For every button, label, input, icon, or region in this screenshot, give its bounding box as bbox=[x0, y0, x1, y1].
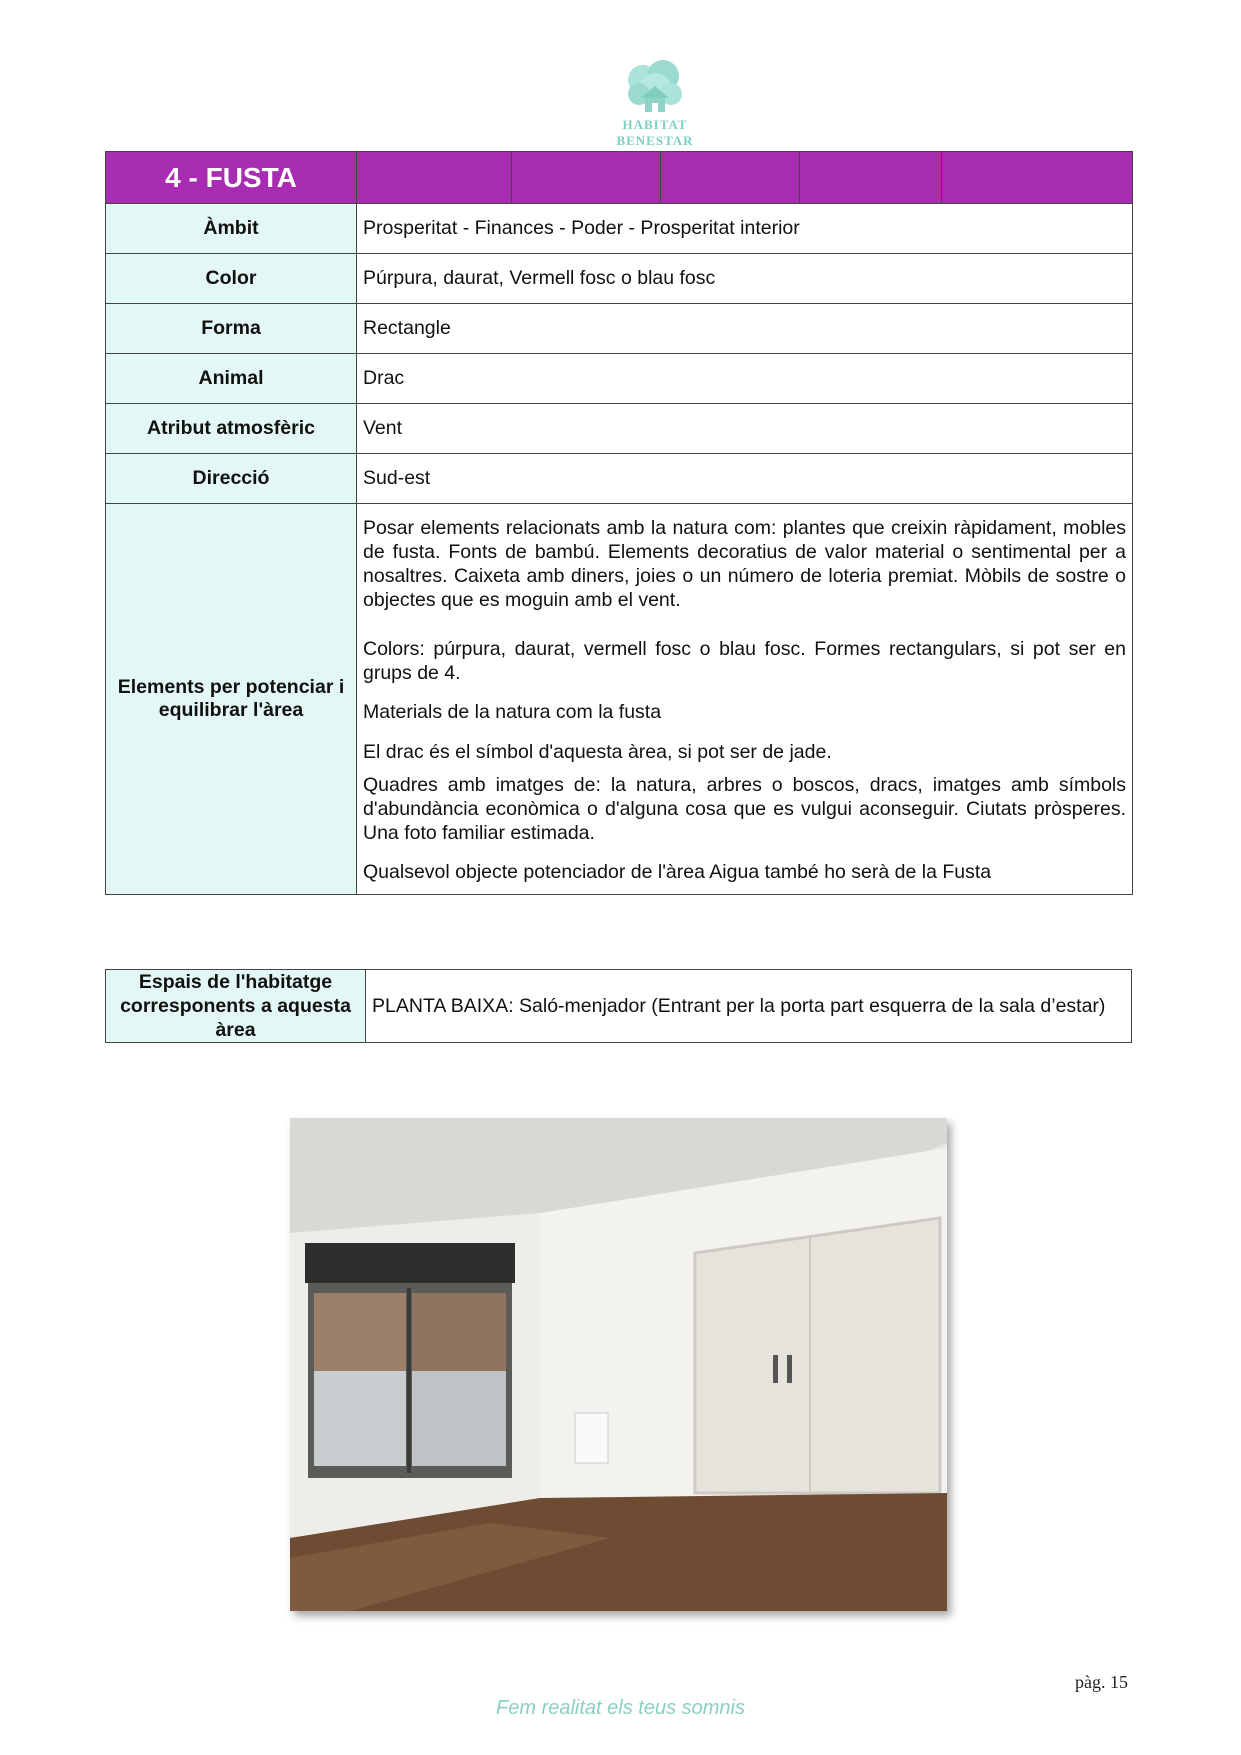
living-room-photo bbox=[290, 1118, 947, 1611]
spaces-label: Espais de l'habitatge corresponents a aquesta àrea bbox=[106, 970, 366, 1043]
page-number: pàg. 15 bbox=[1075, 1672, 1128, 1692]
elements-row bbox=[106, 504, 1133, 895]
table-row bbox=[106, 454, 1133, 504]
elements-paragraph: Quadres amb imatges de: la natura, arbres o boscos, dracs, imatges amb símbols d'abundància econòmica o d'alguna cosa que es vulgui aconseguir. Ciutats pròsperes. Una foto familiar estimada. bbox=[363, 774, 1126, 844]
table-title-row bbox=[106, 152, 1133, 204]
title-empty-cell bbox=[942, 152, 1133, 204]
table-row bbox=[106, 254, 1133, 304]
row-value: Drac bbox=[357, 354, 1133, 404]
elements-label: Elements per potenciar i equilibrar l'àrea bbox=[106, 504, 357, 895]
row-value: Sud-est bbox=[357, 454, 1133, 504]
row-label: Forma bbox=[106, 304, 357, 354]
row-label: Atribut atmosfèric bbox=[106, 404, 357, 454]
elements-paragraph: El drac és el símbol d'aquesta àrea, si pot ser de jade. bbox=[363, 741, 832, 763]
fusta-area-table bbox=[105, 151, 1133, 895]
elements-paragraph: Qualsevol objecte potenciador de l'àrea Aigua també ho serà de la Fusta bbox=[363, 861, 992, 883]
row-value: Vent bbox=[357, 404, 1133, 454]
row-label: Animal bbox=[106, 354, 357, 404]
row-value: Prosperitat - Finances - Poder - Prosperitat interior bbox=[357, 204, 1133, 254]
row-value: Rectangle bbox=[357, 304, 1133, 354]
title-empty-cell bbox=[357, 152, 512, 204]
elements-paragraph: Colors: púrpura, daurat, vermell fosc o blau fosc. Formes rectangulars, si pot ser en grups de 4. bbox=[363, 638, 1126, 684]
elements-paragraph: Posar elements relacionats amb la natura com: plantes que creixin ràpidament, mobles de fusta. Fonts de bambú. Elements decoratius de valor material o sentimental per a nosaltres. Caixeta amb diners, joies o un número de loteria premiat. Mòbils de sostre o objectes que es moguin amb el vent. bbox=[363, 517, 1126, 611]
table-row bbox=[106, 404, 1133, 454]
title-empty-cell bbox=[512, 152, 661, 204]
spaces-row bbox=[106, 970, 1132, 1043]
spaces-value: PLANTA BAIXA: Saló-menjador (Entrant per la porta part esquerra de la sala d’estar) bbox=[366, 970, 1132, 1043]
row-value: Púrpura, daurat, Vermell fosc o blau fosc bbox=[357, 254, 1133, 304]
elements-paragraph: Materials de la natura com la fusta bbox=[363, 701, 662, 723]
table-row bbox=[106, 204, 1133, 254]
title-empty-cell bbox=[661, 152, 800, 204]
spaces-table bbox=[105, 969, 1132, 1043]
tree-house-icon bbox=[585, 58, 725, 118]
row-label: Àmbit bbox=[106, 204, 357, 254]
section-title: 4 - FUSTA bbox=[106, 152, 357, 204]
row-label: Color bbox=[106, 254, 357, 304]
title-empty-cell bbox=[800, 152, 942, 204]
row-label: Direcció bbox=[106, 454, 357, 504]
elements-content bbox=[357, 504, 1133, 895]
habitat-benestar-logo bbox=[585, 58, 725, 148]
logo-text: HABITAT BENESTAR bbox=[616, 117, 694, 148]
table-row bbox=[106, 304, 1133, 354]
footer-slogan: Fem realitat els teus somnis bbox=[496, 1697, 745, 1719]
table-row bbox=[106, 354, 1133, 404]
